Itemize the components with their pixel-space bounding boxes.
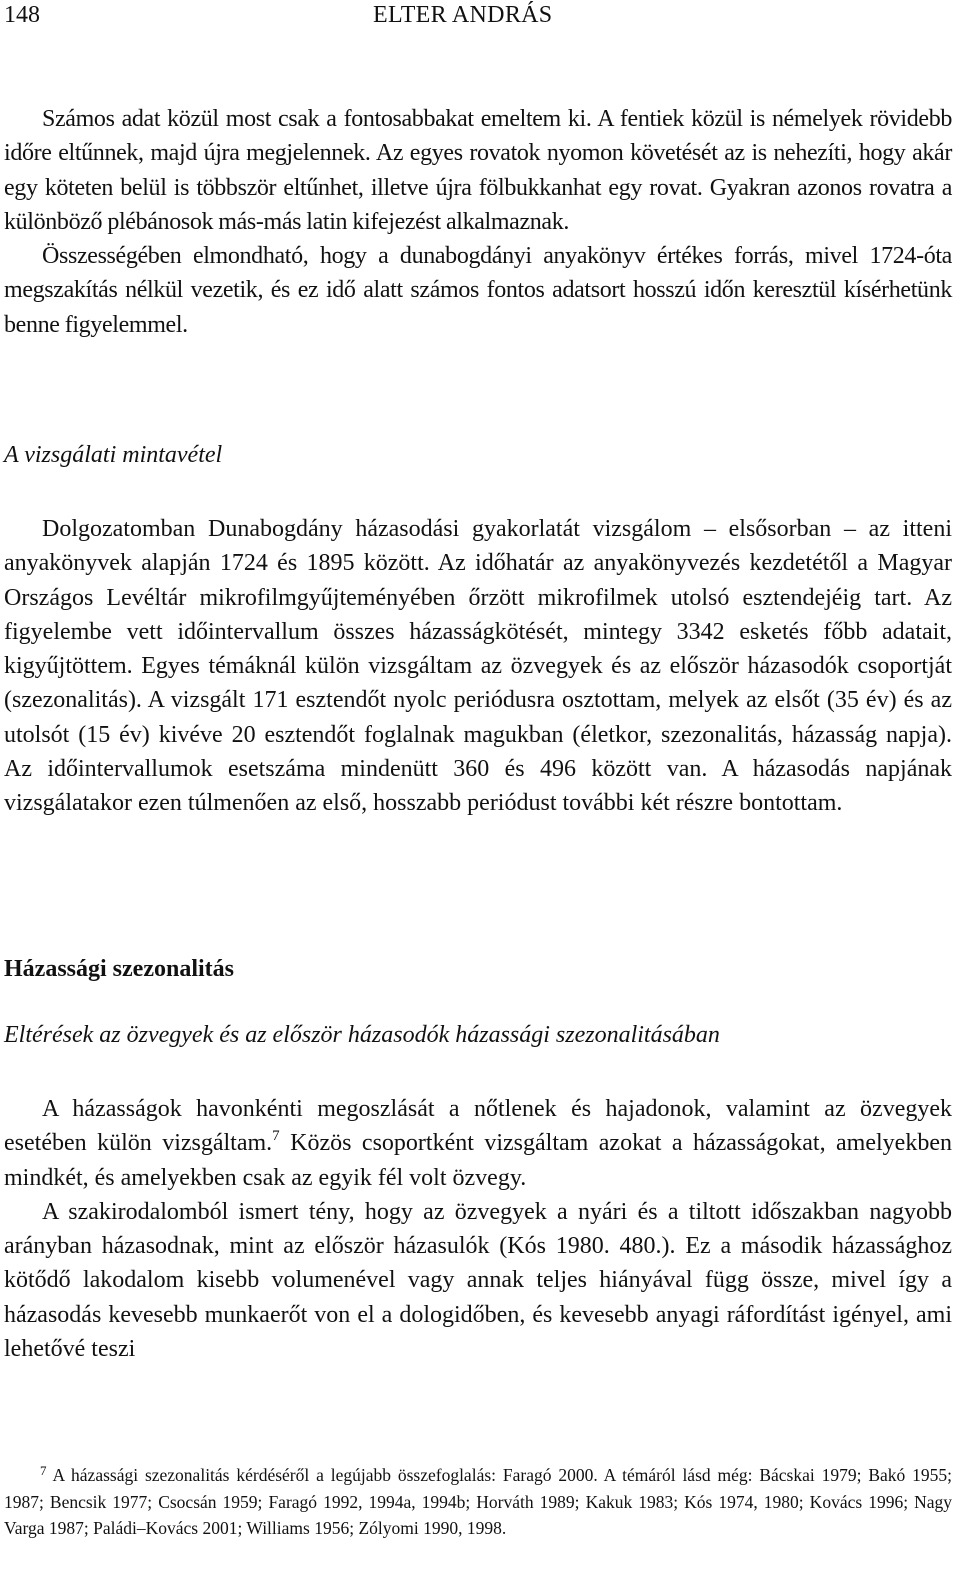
footnote-number: 7 <box>40 1463 47 1478</box>
sample-text-block <box>4 512 952 821</box>
section-heading: A vizsgálati mintavétel <box>4 442 223 468</box>
paragraph-text: A házasságok havonkénti megoszlását a nőtlenek és hajadonok, valamint az özvegyek esetében külön vizsgáltam. <box>4 1096 952 1157</box>
chapter-heading: Házassági szezonalitás <box>4 956 234 982</box>
page-number: 148 <box>4 2 40 28</box>
body-paragraph <box>4 1092 952 1195</box>
page-header <box>0 0 960 40</box>
subsection-heading: Eltérések az özvegyek és az először házasodók házassági szezonalitásában <box>4 1022 720 1048</box>
body-paragraph: A szakirodalomból ismert tény, hogy az özvegyek a nyári és a tiltott időszakban nagyobb arányban házasodnak, mint az először házasulók (Kós 1980. 480.). Ez a második házassághoz kötődő lakodalom kisebb volumenével vagy annak teljes hiányával függ össze, mivel így a házasodás kevesebb munkaerőt von el a dologidőben, és kevesebb anyagi ráfordítást igényel, ami lehetővé teszi <box>4 1198 952 1363</box>
running-head: ELTER ANDRÁS <box>373 2 553 28</box>
seasonality-text-block <box>4 1092 952 1366</box>
body-paragraph: Összességében elmondható, hogy a dunabogdányi anyakönyv értékes forrás, mivel 1724-óta megszakítás nélkül vezetik, és ez idő alatt számos fontos adatsort hosszú időn keresztül kísérhetünk benne figyelemmel. <box>4 243 952 338</box>
footnote <box>4 1462 952 1542</box>
intro-text-block <box>4 102 952 342</box>
body-paragraph: Dolgozatomban Dunabogdány házasodási gyakorlatát vizsgálom – elsősorban – az itteni anyakönyvek alapján 1724 és 1895 között. Az időhatár az anyakönyvezés kezdetétől a Magyar Országos Levéltár mikrofilmgyűjteményében őrzött mikrofilmek utolsó esztendejéig tart. Az figyelembe vett időintervallum összes házasságkötését, mintegy 3342 esketés főbb adatait, kigyűjtöttem. Egyes témáknál külön vizsgáltam az özvegyek és az először házasodók csoportját (szezonalitás). A vizsgált 171 esztendőt nyolc periódusra osztottam, melyek az elsőt (35 év) és az utolsót (15 év) kivéve 20 esztendőt foglalnak magukban (életkor, szezonalitás, házasság napja). Az időintervallumok esetszáma mindenütt 360 és 496 között van. A házasodás napjának vizsgálatakor ezen túlmenően az első, hosszabb periódust további két részre bontottam. <box>4 516 952 817</box>
footnote-reference[interactable]: 7 <box>272 1128 280 1145</box>
footnote-text: A házassági szezonalitás kérdéséről a legújabb összefoglalás: Faragó 2000. A témáról lásd még: Bácskai 1979; Bakó 1955; 1987; Bencsik 1977; Csocsán 1959; Faragó 1992, 1994a, 1994b; Horváth 1989; Kakuk 1983; Kós 1974, 1980; Kovács 1996; Nagy Varga 1987; Paládi–Kovács 2001; Williams 1956; Zólyomi 1990, 1998. <box>4 1465 952 1538</box>
body-paragraph: Számos adat közül most csak a fontosabbakat emeltem ki. A fentiek közül is némelyek rövidebb időre eltűnnek, majd újra megjelennek. Az egyes rovatok nyomon követését az is nehezíti, hogy akár egy köteten belül is többször eltűnhet, illetve újra fölbukkanhat egy rovat. Gyakran azonos rovatra a különböző plébánosok más-más latin kifejezést alkalmaznak. <box>4 106 952 235</box>
paragraph-text: Közös csoportként vizsgáltam azokat a házasságokat, amelyekben mindkét, és amelyekben csak az egyik fél volt özvegy. <box>4 1130 952 1191</box>
